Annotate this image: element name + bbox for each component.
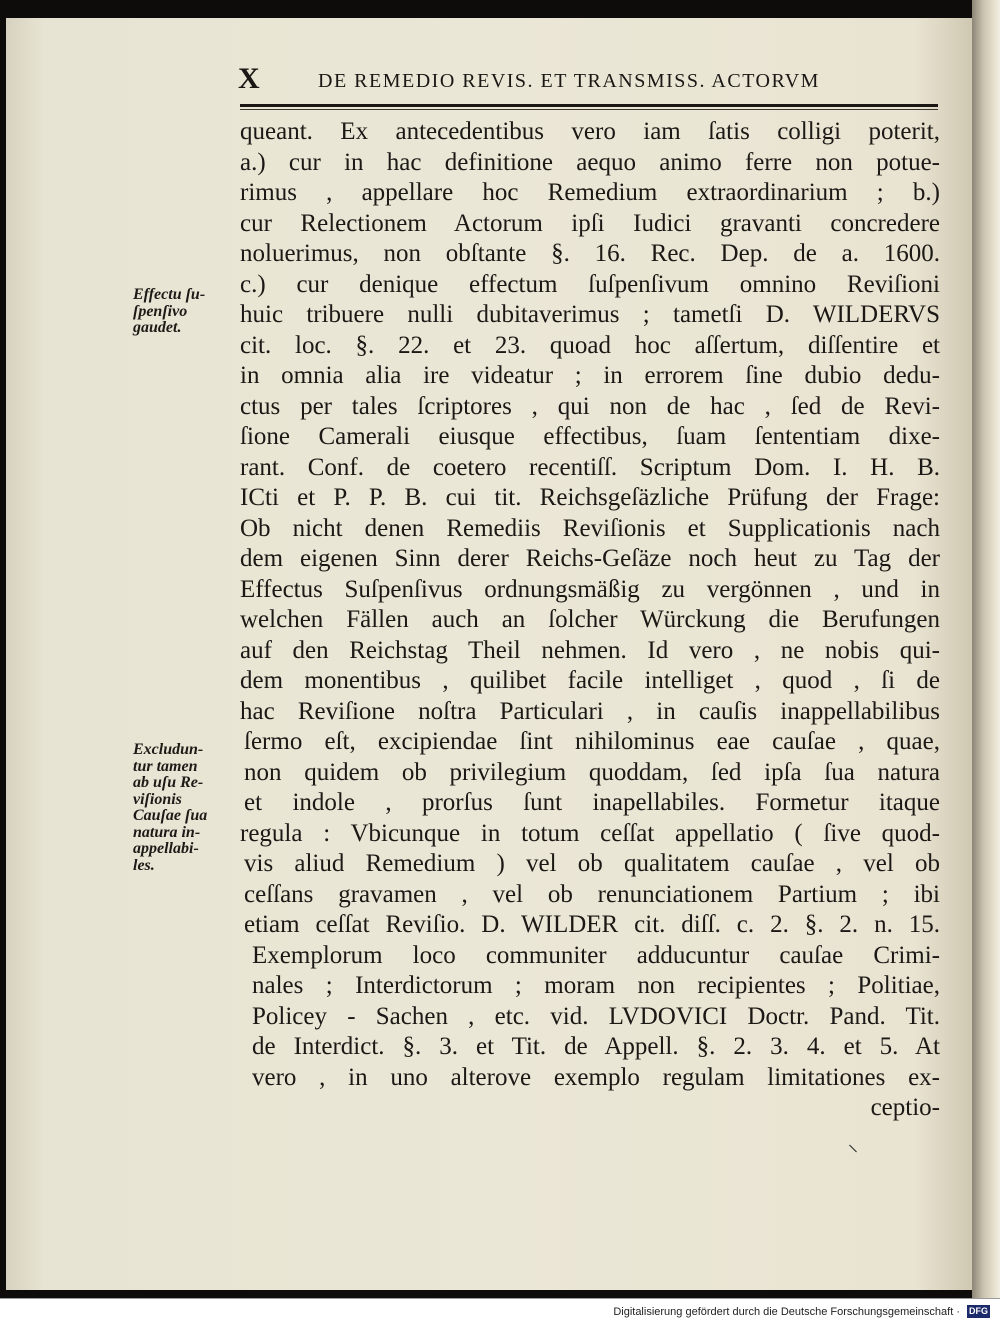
margin-note-line: tur tamen	[133, 757, 198, 775]
margin-note-line: Excludun-	[133, 741, 204, 758]
footer-bar	[0, 1298, 1000, 1326]
text-line: a.) cur in hac definitione aequo animo ferre non potue-	[240, 148, 940, 176]
text-line: cur Relectionem Actorum ipſi Iudici gravanti concredere	[240, 209, 940, 237]
margin-note-line: Cauſae ſua	[133, 807, 208, 824]
text-line: huic tribuere nulli dubitaverimus ; tametſi D. WILDERVS	[240, 301, 940, 328]
text-line: etiam ceſſat Reviſio. D. WILDER cit. diſſ. c. 2. §. 2. n. 15.	[244, 911, 940, 938]
margin-note-line: ab uſu Re-	[133, 774, 204, 791]
text-line: welchen Fällen auch an ſolcher Würckung die Berufungen	[240, 606, 940, 633]
margin-note-line: natura in-	[133, 823, 201, 841]
text-line: ceſſans gravamen , vel ob renunciationem Partium ; ibi	[244, 880, 940, 908]
margin-note-line: Effectu ſu-	[133, 286, 206, 303]
text-line: et indole , prorſus ſunt inapellabiles. Formetur itaque	[244, 789, 940, 816]
page-numeral: X	[238, 62, 261, 95]
text-line: c.) cur denique effectum ſuſpenſivum omnino Reviſioni	[240, 270, 940, 298]
text-line: noluerimus, non obſtante §. 16. Rec. Dep. de a. 1600.	[240, 240, 940, 267]
header-rule	[240, 104, 938, 107]
margin-note-effectu	[133, 287, 245, 337]
text-line: cit. loc. §. 22. et 23. quoad hoc aſſertum, diſſentire et	[240, 331, 940, 359]
text-line: dem eigenen Sinn derer Reichs-Geſäze noch heut zu Tag der	[240, 545, 940, 572]
funding-credit: Digitalisierung gefördert durch die Deutsche Forschungsgemeinschaft ·	[613, 1306, 960, 1318]
body-text	[240, 117, 940, 1124]
text-line: nales ; Interdictorum ; moram non recipientes ; Politiae,	[252, 972, 940, 999]
text-line: Exemplorum loco communiter adducuntur cauſae Crimi-	[252, 941, 940, 969]
text-line: in omnia alia ire videatur ; in errorem ſine dubio dedu-	[240, 362, 940, 389]
text-line: vis aliud Remedium ) vel ob qualitatem cauſae , vel ob	[244, 850, 940, 877]
text-line: hac Reviſione noſtra Particulari , in cauſis inappellabilibus	[240, 697, 940, 725]
running-title: DE REMEDIO REVIS. ET TRANSMISS. ACTORVM	[318, 70, 820, 92]
text-line: ſermo eſt, excipiendae ſint nihilominus eae cauſae , quae,	[244, 728, 940, 755]
margin-note-line: gaudet.	[133, 319, 182, 336]
text-line: ctus per tales ſcriptores , qui non de hac , ſed de Revi-	[240, 392, 940, 420]
text-line: de Interdict. §. 3. et Tit. de Appell. §. 2. 3. 4. et 5. At	[252, 1033, 940, 1060]
margin-note-line: les.	[133, 856, 155, 874]
text-line: dem monentibus , quilibet facile intelliget , quod , ſi de	[240, 667, 940, 694]
page-header	[238, 62, 938, 102]
text-line: vero , in uno alterove exemplo regulam limitationes ex-	[252, 1063, 940, 1091]
text-line: Policey - Sachen , etc. vid. LVDOVICI Doctr. Pand. Tit.	[252, 1002, 940, 1030]
margin-note-excluduntur	[133, 742, 245, 874]
margin-note-line: ſpenſivo	[133, 302, 188, 320]
text-line: ICti et P. P. B. cui tit. Reichsgeſäzliche Prüfung der Frage:	[240, 484, 940, 511]
margin-note-line: appellabi-	[133, 840, 199, 857]
text-line: ſione Camerali eiusque effectibus, ſuam ſententiam dixe-	[240, 423, 940, 450]
text-line: rimus , appellare hoc Remedium extraordinarium ; b.)	[240, 179, 940, 206]
text-line: Ob nicht denen Remediis Reviſionis et Supplicationis nach	[240, 514, 940, 542]
text-line: non quidem ob privilegium quoddam, ſed ipſa ſua natura	[244, 758, 940, 786]
margin-note-line: viſionis	[133, 790, 182, 808]
text-line: regula : Vbicunque in totum ceſſat appellatio ( ſive quod-	[240, 819, 940, 847]
dfg-logo-icon: DFG	[969, 1306, 988, 1316]
text-line: queant. Ex antecedentibus vero iam ſatis colligi poterit,	[240, 118, 940, 145]
header-rule-thin	[240, 109, 938, 110]
text-line: auf den Reichstag Theil nehmen. Id vero , ne nobis qui-	[240, 636, 940, 664]
page-edge	[972, 0, 1000, 1298]
text-line: rant. Conf. de coetero recentiſſ. Scriptum Dom. I. H. B.	[240, 453, 940, 481]
text-line: Effectus Suſpenſivus ordnungsmäßig zu vergönnen , und in	[240, 575, 940, 603]
text-line: ceptio-	[870, 1094, 940, 1121]
